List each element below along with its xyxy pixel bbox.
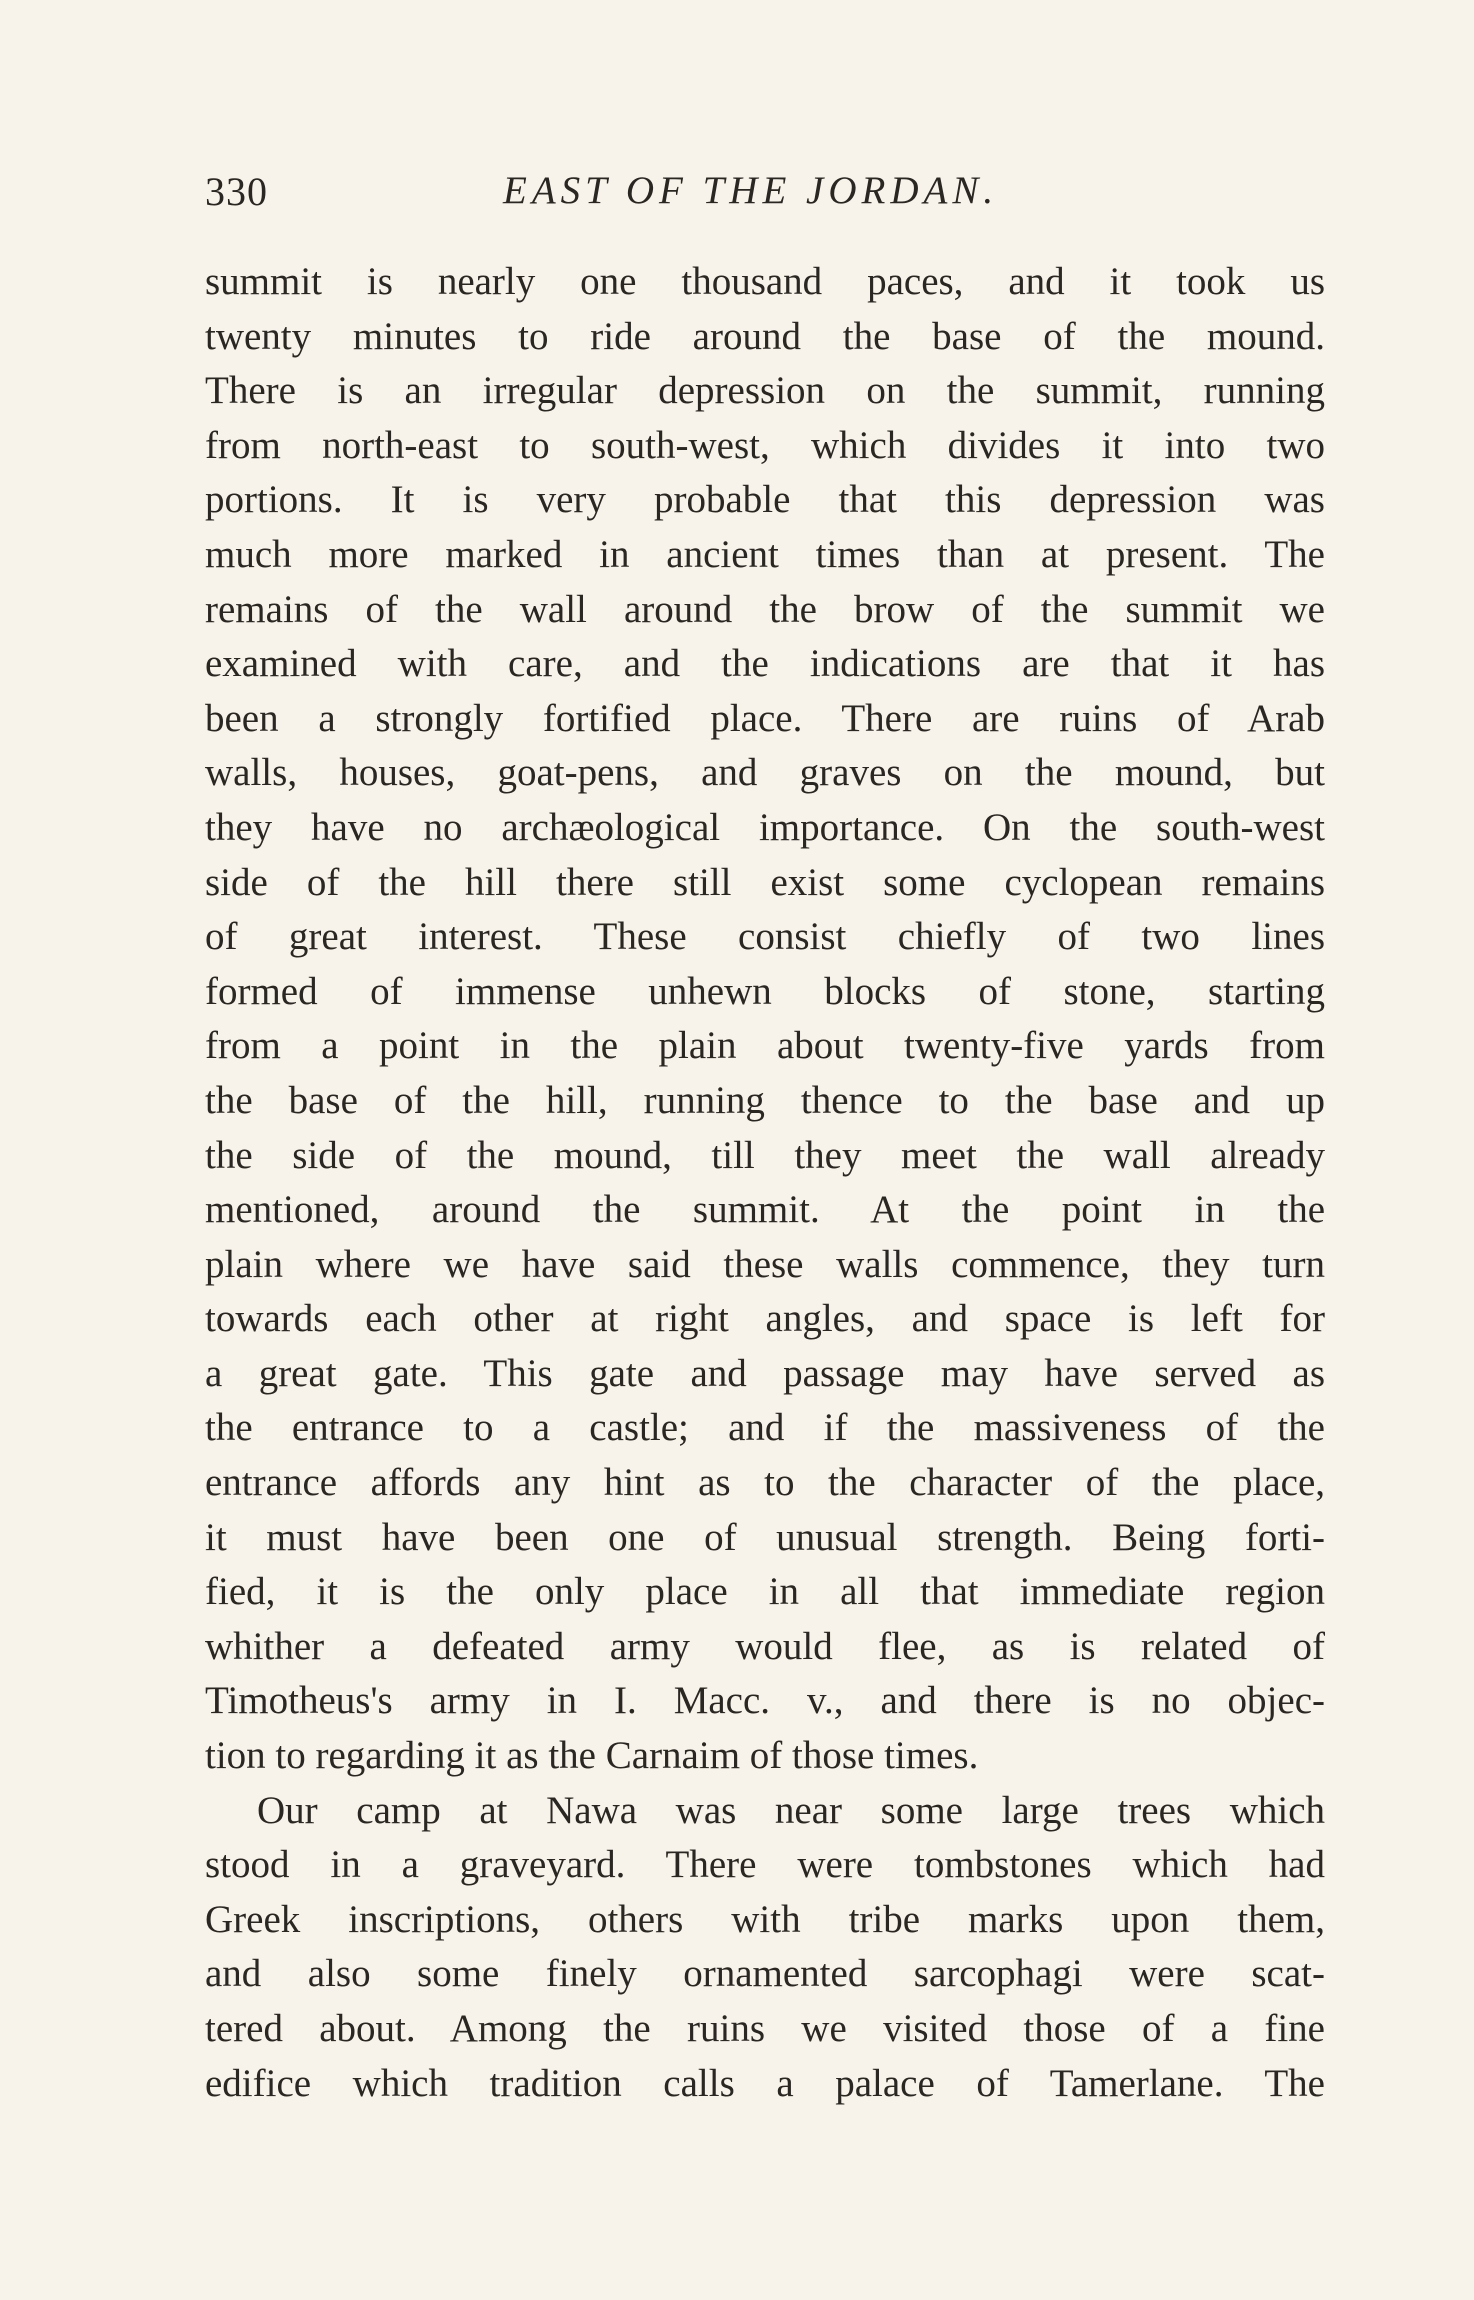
text-line: the entrance to a castle; and if the massiveness of the	[205, 1406, 1325, 1450]
text-line: fied, it is the only place in all that immediate region	[205, 1570, 1325, 1614]
text-line: formed of immense unhewn blocks of stone, starting	[205, 969, 1325, 1013]
text-line: from north-east to south-west, which divides it into two	[205, 423, 1325, 467]
text-line: Timotheus's army in I. Macc. v., and there is no objec-	[205, 1679, 1325, 1723]
text-line: they have no archæological importance. On the south-west	[205, 805, 1325, 849]
text-line: plain where we have said these walls commence, they turn	[205, 1242, 1325, 1286]
paragraph-end-line: tion to regarding it as the Carnaim of those times.	[205, 1734, 979, 1778]
text-line: Greek inscriptions, others with tribe marks upon them,	[205, 1897, 1325, 1941]
text-line: twenty minutes to ride around the base of the mound.	[205, 314, 1325, 358]
text-line: walls, houses, goat-pens, and graves on the mound, but	[205, 751, 1325, 795]
text-line: and also some finely ornamented sarcophagi were scat-	[205, 1952, 1325, 1996]
text-line: side of the hill there still exist some cyclopean remains	[205, 860, 1325, 904]
text-line: towards each other at right angles, and space is left for	[205, 1297, 1325, 1341]
text-line: of great interest. These consist chiefly of two lines	[205, 915, 1325, 959]
text-line: examined with care, and the indications are that it has	[205, 642, 1325, 686]
text-line: summit is nearly one thousand paces, and it took us	[205, 260, 1325, 303]
text-line: much more marked in ancient times than at present. The	[205, 532, 1325, 576]
running-title: EAST OF THE JORDAN.	[503, 169, 999, 212]
text-line: the base of the hill, running thence to the base and up	[205, 1078, 1325, 1122]
text-line: from a point in the plain about twenty-five yards from	[205, 1024, 1325, 1068]
body-text	[205, 255, 1325, 2111]
text-line: portions. It is very probable that this depression was	[205, 478, 1325, 522]
paragraph-start-line: Our camp at Nawa was near some large trees which	[257, 1788, 1325, 1832]
text-line: remains of the wall around the brow of the summit we	[205, 587, 1325, 631]
text-line: stood in a graveyard. There were tombstones which had	[205, 1843, 1325, 1887]
text-line: entrance affords any hint as to the character of the place,	[205, 1461, 1325, 1505]
text-line: edifice which tradition calls a palace of Tamerlane. The	[205, 2061, 1325, 2105]
text-line: been a strongly fortified place. There are ruins of Arab	[205, 696, 1325, 740]
text-line: the side of the mound, till they meet the wall already	[205, 1133, 1325, 1177]
text-line: it must have been one of unusual strength. Being forti-	[205, 1515, 1325, 1559]
text-line: There is an irregular depression on the summit, running	[205, 369, 1325, 413]
page-header	[205, 160, 1335, 220]
page-number: 330	[205, 169, 268, 214]
text-line: mentioned, around the summit. At the point in the	[205, 1188, 1325, 1232]
text-line: tered about. Among the ruins we visited those of a fine	[205, 2007, 1325, 2050]
text-line: whither a defeated army would flee, as is related of	[205, 1624, 1325, 1668]
text-line: a great gate. This gate and passage may have served as	[205, 1351, 1325, 1395]
